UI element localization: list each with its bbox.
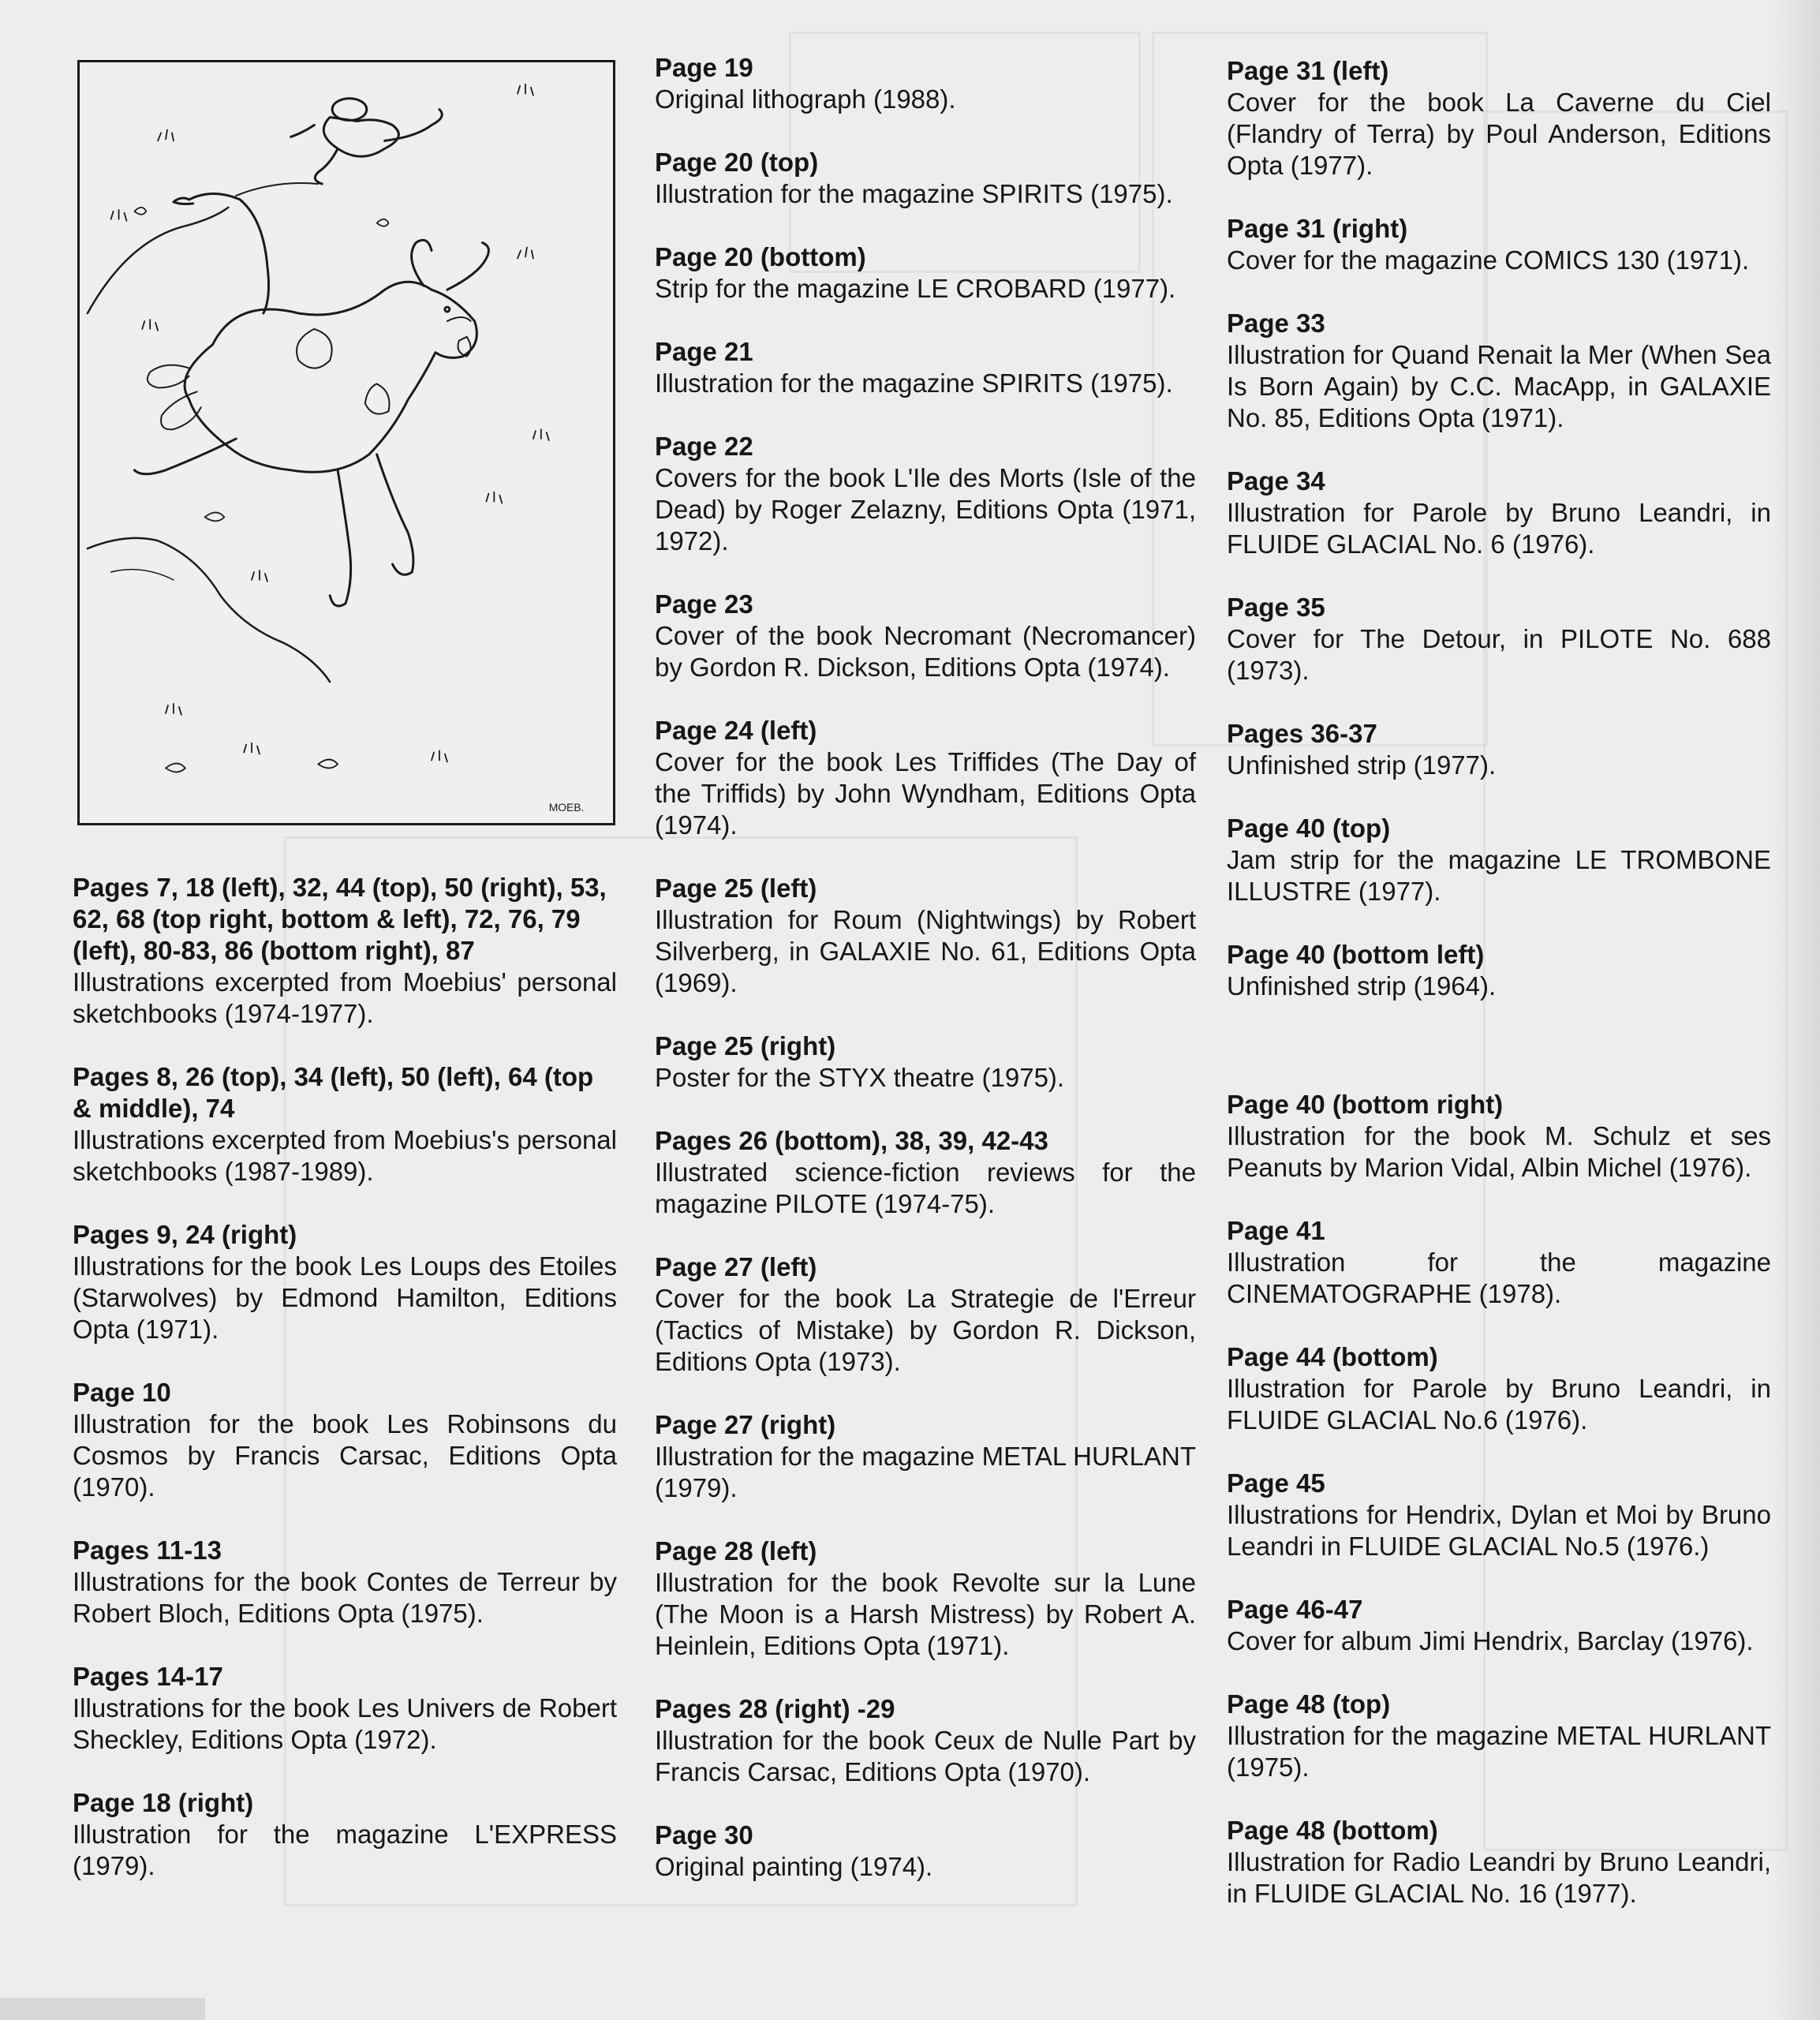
entry-heading: Pages 11-13 bbox=[73, 1536, 222, 1565]
entry-heading: Page 21 bbox=[655, 337, 753, 366]
entry bbox=[655, 336, 1196, 399]
entry bbox=[655, 147, 1196, 210]
entry bbox=[1227, 1341, 1771, 1436]
entry-description: Jam strip for the magazine LE TROMBONE ILLUSTRE (1977). bbox=[1227, 845, 1771, 906]
entry bbox=[1227, 1815, 1771, 1910]
column-3 bbox=[1227, 55, 1771, 1910]
entry-heading: Page 25 (right) bbox=[655, 1031, 836, 1060]
rider-arm bbox=[291, 125, 315, 137]
entry bbox=[655, 1409, 1196, 1504]
entry-description: Cover for the book Les Triffides (The Day of the Triffids) by John Wyndham, Editions Opta (1974). bbox=[655, 747, 1196, 840]
entry-heading: Page 31 (right) bbox=[1227, 214, 1408, 243]
entry-heading: Page 27 (right) bbox=[655, 1410, 836, 1439]
entry-heading: Page 31 (left) bbox=[1227, 56, 1389, 85]
entry-description: Illustration for the book Les Robinsons du Cosmos by Francis Carsac, Editions Opta (1970). bbox=[73, 1409, 617, 1502]
entry-description: Illustration for the book Revolte sur la Lune (The Moon is a Harsh Mistress) by Robert A. Heinlein, Editions Opta (1971). bbox=[655, 1568, 1196, 1660]
entry-heading: Page 19 bbox=[655, 53, 753, 82]
entry-description: Illustration for the magazine METAL HURLANT (1979). bbox=[655, 1442, 1196, 1502]
entry bbox=[1227, 1594, 1771, 1657]
entry-heading: Pages 28 (right) -29 bbox=[655, 1694, 895, 1723]
page-edge-shadow bbox=[1773, 0, 1820, 2020]
entry bbox=[1227, 1689, 1771, 1783]
entry-description: Cover for the book La Caverne du Ciel (Flandry of Terra) by Poul Anderson, Editions Opta (1977). bbox=[1227, 88, 1771, 180]
entry bbox=[1227, 1089, 1771, 1184]
entry-description: Illustration for Parole by Bruno Leandri, in FLUIDE GLACIAL No. 6 (1976). bbox=[1227, 498, 1771, 559]
entry bbox=[1227, 939, 1771, 1002]
entry-heading: Page 23 bbox=[655, 589, 753, 619]
entry bbox=[655, 589, 1196, 683]
entry bbox=[1227, 213, 1771, 276]
entry-heading: Page 45 bbox=[1227, 1468, 1325, 1498]
entry-heading: Pages 14-17 bbox=[73, 1662, 223, 1691]
entry-description: Illustration for the book M. Schulz et ses Peanuts by Marion Vidal, Albin Michel (1976). bbox=[1227, 1121, 1771, 1182]
cow-horn-right bbox=[447, 243, 489, 290]
entry-heading: Page 48 (top) bbox=[1227, 1689, 1391, 1719]
entry bbox=[73, 1535, 617, 1629]
entry bbox=[1227, 55, 1771, 181]
entry-heading: Page 22 bbox=[655, 432, 753, 461]
entry bbox=[1227, 1215, 1771, 1310]
entry-description: Unfinished strip (1964). bbox=[1227, 971, 1497, 1001]
entry bbox=[1227, 813, 1771, 907]
entry-description: Illustrated science-fiction reviews for the magazine PILOTE (1974-75). bbox=[655, 1158, 1196, 1218]
entry bbox=[1227, 592, 1771, 686]
entry bbox=[1227, 308, 1771, 434]
cow-back-leg bbox=[134, 439, 236, 474]
entry-description: Illustrations excerpted from Moebius' personal sketchbooks (1974-1977). bbox=[73, 967, 617, 1028]
entry-heading: Pages 26 (bottom), 38, 39, 42-43 bbox=[655, 1126, 1048, 1155]
entry-description: Illustrations for the book Contes de Terreur by Robert Bloch, Editions Opta (1975). bbox=[73, 1567, 617, 1628]
entry-description: Illustration for Quand Renait la Mer (When Sea Is Born Again) by C.C. MacApp, in GALAXIE No. 85, Editions Opta (1971). bbox=[1227, 340, 1771, 432]
entry bbox=[655, 1031, 1196, 1094]
entry-description: Illustrations for Hendrix, Dylan et Moi by Bruno Leandri in FLUIDE GLACIAL No.5 (1976.) bbox=[1227, 1500, 1771, 1561]
entry bbox=[655, 1536, 1196, 1662]
entry bbox=[655, 241, 1196, 305]
entry bbox=[655, 873, 1196, 999]
entry-description: Illustration for Radio Leandri by Bruno Leandri, in FLUIDE GLACIAL No. 16 (1977). bbox=[1227, 1847, 1771, 1908]
entry-heading: Page 40 (bottom right) bbox=[1227, 1090, 1504, 1119]
entry-description: Poster for the STYX theatre (1975). bbox=[655, 1063, 1065, 1092]
entry-heading: Page 18 (right) bbox=[73, 1788, 254, 1817]
entry bbox=[1227, 1468, 1771, 1562]
entry bbox=[655, 431, 1196, 557]
rider-head bbox=[332, 99, 367, 121]
entry-description: Illustration for Roum (Nightwings) by Robert Silverberg, in GALAXIE No. 61, Editions Opta (1969). bbox=[655, 905, 1196, 997]
entry-heading: Page 40 (top) bbox=[1227, 814, 1391, 843]
entry-description: Original lithograph (1988). bbox=[655, 84, 956, 114]
entry-heading: Page 34 bbox=[1227, 466, 1325, 496]
entry-description: Strip for the magazine LE CROBARD (1977). bbox=[655, 274, 1176, 303]
entry-description: Illustration for the magazine L'EXPRESS (1979). bbox=[73, 1820, 617, 1880]
entry-description: Illustration for the magazine SPIRITS (1975). bbox=[655, 179, 1173, 208]
entry bbox=[655, 1693, 1196, 1788]
entry-heading: Pages 7, 18 (left), 32, 44 (top), 50 (right), 53, 62, 68 (top right, bottom & left), 72, 76, 79 (left), 80-83, 86 (bottom right), 87 bbox=[73, 873, 607, 965]
entry bbox=[655, 1251, 1196, 1378]
entry bbox=[1227, 466, 1771, 560]
entry bbox=[655, 52, 1196, 115]
column-1 bbox=[73, 872, 617, 1882]
cow-tail bbox=[189, 193, 269, 313]
entry-heading: Page 27 (left) bbox=[655, 1252, 817, 1281]
entry-description: Cover for The Detour, in PILOTE No. 688 (1973). bbox=[1227, 624, 1771, 685]
entry-description: Illustration for the magazine SPIRITS (1975). bbox=[655, 368, 1173, 398]
entry-description: Illustrations excerpted from Moebius's personal sketchbooks (1987-1989). bbox=[73, 1125, 617, 1186]
entry-description: Cover for the book La Strategie de l'Erreur (Tactics of Mistake) by Gordon R. Dickson, Editions Opta (1973). bbox=[655, 1284, 1196, 1376]
entry-description: Unfinished strip (1977). bbox=[1227, 750, 1497, 780]
entry-heading: Page 24 (left) bbox=[655, 716, 817, 745]
entry bbox=[73, 1219, 617, 1345]
entry bbox=[73, 1787, 617, 1882]
entry-description: Illustration for the magazine CINEMATOGRAPHE (1978). bbox=[1227, 1248, 1771, 1308]
entry bbox=[655, 1820, 1196, 1883]
entry bbox=[73, 1661, 617, 1756]
entry-description: Original painting (1974). bbox=[655, 1852, 933, 1881]
entry-heading: Page 30 bbox=[655, 1820, 753, 1850]
entry bbox=[655, 715, 1196, 841]
illustration-drawing bbox=[80, 62, 613, 823]
entry bbox=[73, 872, 617, 1030]
cow-front-leg-2 bbox=[330, 470, 350, 606]
entry bbox=[655, 1125, 1196, 1220]
entry-heading: Page 20 (top) bbox=[655, 148, 819, 177]
entry-heading: Page 41 bbox=[1227, 1216, 1325, 1245]
entry-heading: Page 20 (bottom) bbox=[655, 242, 866, 271]
entry-heading: Page 40 (bottom left) bbox=[1227, 940, 1485, 969]
entry-description: Illustration for the magazine METAL HURLANT (1975). bbox=[1227, 1721, 1771, 1782]
entry-heading: Page 46-47 bbox=[1227, 1595, 1363, 1624]
entry-heading: Pages 9, 24 (right) bbox=[73, 1220, 297, 1249]
entry-heading: Page 25 (left) bbox=[655, 873, 817, 903]
entry-heading: Page 48 (bottom) bbox=[1227, 1816, 1438, 1845]
cow-front-leg bbox=[377, 454, 413, 574]
entry-description: Cover for the magazine COMICS 130 (1971). bbox=[1227, 245, 1750, 275]
illustration-signature: MOEB. bbox=[548, 801, 585, 814]
entry bbox=[73, 1061, 617, 1188]
scan-edge bbox=[0, 1998, 205, 2020]
entry-description: Cover of the book Necromant (Necromancer) by Gordon R. Dickson, Editions Opta (1974). bbox=[655, 621, 1196, 682]
cow-illustration bbox=[77, 60, 615, 825]
entry-description: Illustrations for the book Les Loups des Etoiles (Starwolves) by Edmond Hamilton, Editions Opta (1971). bbox=[73, 1251, 617, 1344]
entry bbox=[1227, 718, 1771, 781]
column-2 bbox=[655, 52, 1196, 1883]
entry-heading: Page 10 bbox=[73, 1378, 171, 1407]
entry-description: Illustration for Parole by Bruno Leandri, in FLUIDE GLACIAL No.6 (1976). bbox=[1227, 1374, 1771, 1435]
entry-description: Illustrations for the book Les Univers de Robert Sheckley, Editions Opta (1972). bbox=[73, 1693, 617, 1754]
entry-description: Covers for the book L'Ile des Morts (Isle of the Dead) by Roger Zelazny, Editions Opta (1971, 1972). bbox=[655, 463, 1196, 556]
rider-foot bbox=[315, 148, 338, 184]
entry-heading: Page 28 (left) bbox=[655, 1536, 817, 1566]
entry-heading: Pages 8, 26 (top), 34 (left), 50 (left), 64 (top & middle), 74 bbox=[73, 1062, 594, 1123]
entry-heading: Pages 36-37 bbox=[1227, 719, 1377, 748]
entry-heading: Page 44 (bottom) bbox=[1227, 1342, 1438, 1371]
entry-description: Cover for album Jimi Hendrix, Barclay (1976). bbox=[1227, 1626, 1754, 1655]
cow-horn-left bbox=[412, 240, 432, 286]
rider-body bbox=[323, 118, 398, 157]
entry-description: Illustration for the book Ceux de Nulle Part by Francis Carsac, Editions Opta (1970). bbox=[655, 1726, 1196, 1786]
entry-heading: Page 35 bbox=[1227, 593, 1325, 622]
entry bbox=[73, 1377, 617, 1503]
entry-heading: Page 33 bbox=[1227, 309, 1325, 338]
